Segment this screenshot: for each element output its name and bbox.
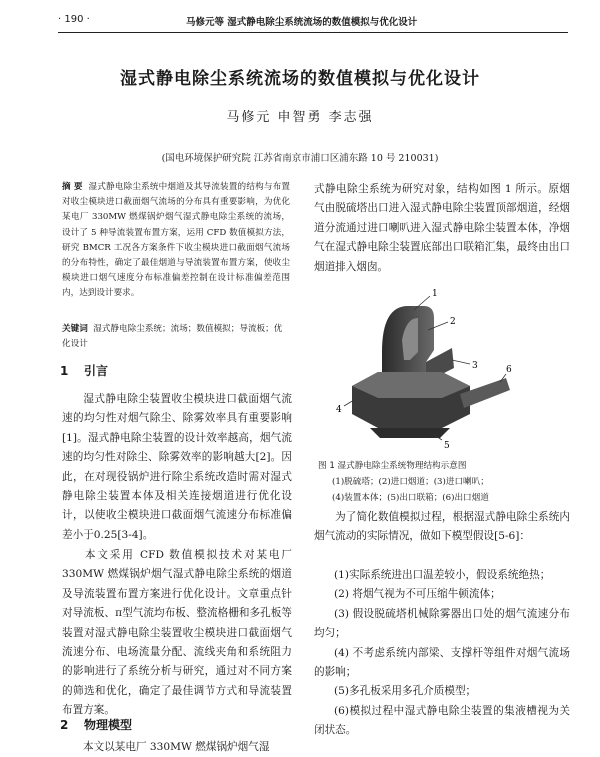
assumption-list <box>314 566 570 741</box>
figure-label-6: 6 <box>506 365 512 375</box>
figure-caption-line-2: (4)装置本体；(5)出口联箱；(6)出口烟道 <box>332 493 489 503</box>
assumption-item: (5)多孔板采用多孔介质模型； <box>334 685 477 698</box>
abstract-label: 摘 要 <box>62 182 83 192</box>
assumption-item: (6)模拟过程中湿式静电除尘装置的集液槽视为关闭状态。 <box>314 704 570 737</box>
assumption-item: (4) 不考虑系统内部梁、支撑杆等组件对烟气流场的影响； <box>314 646 570 679</box>
model-paragraph-start-text: 本文以某电厂 330MW 燃煤锅炉烟气湿 <box>83 741 270 753</box>
section-number: 2 <box>60 718 69 732</box>
section-title: 引言 <box>84 364 109 378</box>
assumption-item: (2) 将烟气视为不可压缩牛顿流体； <box>334 588 501 601</box>
page-number: · 190 · <box>58 14 90 25</box>
model-paragraph-start <box>62 738 292 757</box>
abstract <box>62 180 290 302</box>
figure-caption-title: 图 1 湿式静电除尘系统物理结构示意图 <box>318 461 467 471</box>
figure-caption-line-1: (1)脱硫塔；(2)进口烟道；(3)进口喇叭； <box>332 477 489 487</box>
figure-label-2: 2 <box>450 317 456 327</box>
running-header <box>58 14 568 28</box>
intro-paragraph-2-text: 本文采用 CFD 数值模拟技术对某电厂 330MW 燃煤锅炉烟气湿式静电除尘系统的烟道及导流装置布置方案进行优化设计。文章重点针对导流板、π型气流均布板、整流格栅和多孔板等装置对湿式静电除尘装置收尘模块进口截面烟气流速分布、电场流量分配、流线夹角和系统阻力的影响进行了系统分析与研究，通过对不同方案的筛选和优化，确定了最佳调节方式和导流装置布置方案。 <box>62 549 292 717</box>
figure-label-1: 1 <box>432 289 438 299</box>
keywords-text: 湿式静电除尘系统；流场；数值模拟；导流板；优化设计 <box>62 324 283 350</box>
section-title: 物理模型 <box>84 718 133 732</box>
figure-label-3: 3 <box>472 361 478 371</box>
keywords-label: 关键词 <box>62 324 88 334</box>
right-paragraph-1 <box>314 180 570 277</box>
figure-structure-diagram <box>330 282 530 452</box>
assumption-item: (3) 假设脱硫塔机械除雾器出口处的烟气流速分布均匀； <box>314 607 570 640</box>
keywords <box>62 322 290 352</box>
figure-caption <box>318 458 568 506</box>
intro-paragraph-2 <box>62 546 292 721</box>
outlet-header-shape <box>370 428 450 438</box>
section-heading-model <box>60 716 132 733</box>
figure-label-4: 4 <box>336 405 342 415</box>
intro-paragraph-1-text: 湿式静电除尘装置收尘模块进口截面烟气流速的均匀性对烟气除尘、除雾效率具有重要影响[1]。湿式静电除尘装置的设计效率越高，烟气流速的均匀性对除尘、除雾效率的影响越大[2]。因此，在对现役锅炉进行除尘系统改造时需对湿式静电除尘装置本体及相关连接烟道进行优化设计，以使收尘模块进口截面烟气流速分布标准偏差小于0.25[3-4]。 <box>62 393 292 541</box>
header-rule <box>58 32 568 33</box>
intro-paragraph-1 <box>62 390 292 545</box>
leader-line-3 <box>452 360 470 364</box>
outlet-duct-shape <box>460 378 510 408</box>
article-affiliation: (国电环境保护研究院 江苏省南京市浦口区浦东路 10 号 210031) <box>161 153 439 164</box>
assumption-item: (1)实际系统进出口温差较小，假设系统绝热； <box>334 569 551 581</box>
running-title: 马修元等 湿式静电除尘系统流场的数值模拟与优化设计 <box>186 17 418 28</box>
section-heading-intro <box>60 362 108 379</box>
section-number: 1 <box>60 364 69 378</box>
article-authors: 马修元 申智勇 李志强 <box>226 110 374 125</box>
figure-label-5: 5 <box>444 441 450 451</box>
article-title: 湿式静电除尘系统流场的数值模拟与优化设计 <box>120 69 480 89</box>
right-paragraph-1-text: 式静电除尘系统为研究对象，结构如图 1 所示。原烟气由脱硫塔出口进入湿式静电除尘装置顶部烟道，经烟道分流通过进口喇叭进入湿式静电除尘装置本体，净烟气在湿式静电除尘装置底部出口联箱汇集，最终由出口烟道排入烟囱。 <box>314 183 570 273</box>
abstract-text: 湿式静电除尘系统中烟道及其导流装置的结构与布置对收尘模块进口截面烟气流场的分布具有重要影响，为优化某电厂 330MW 燃煤锅炉烟气湿式静电除尘系统的流场，设计了 5 种导流装置布置方案，运用 CFD 数值模拟方法，研究 BMCR 工况各方案条件下收尘模块进口截面烟气流场的分布特性，确定了最佳烟道与导流装置布置方案，使收尘模块进口烟气速度分布标准偏差控制在设计标准偏差范围内，达到设计要求。 <box>62 182 290 299</box>
right-paragraph-2 <box>314 508 570 547</box>
right-paragraph-2-text: 为了简化数值模拟过程，根据湿式静电除尘系统内烟气流动的实际情况，做如下模型假设[5-6]： <box>314 511 570 543</box>
